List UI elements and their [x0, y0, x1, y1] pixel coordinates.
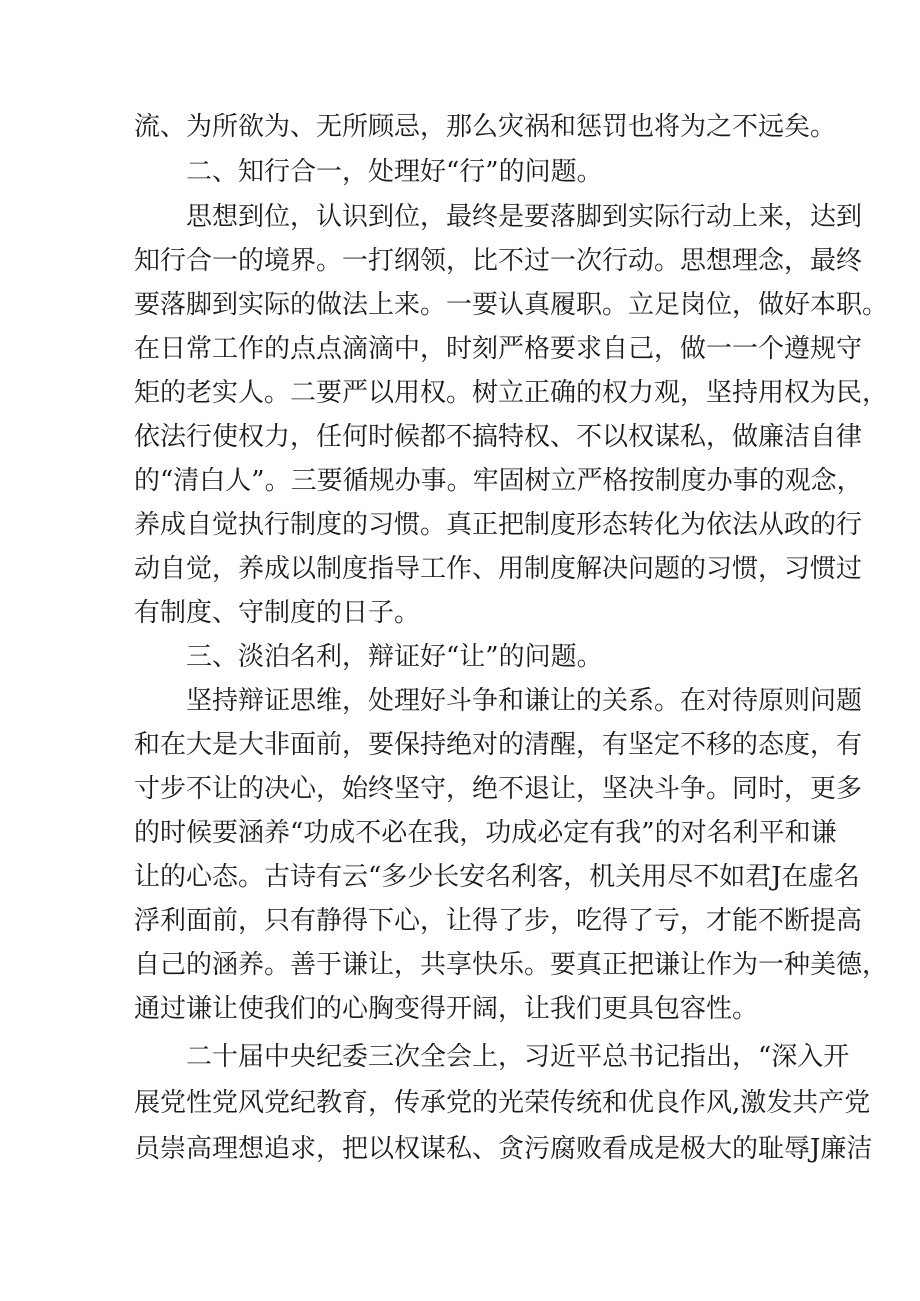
text-line: 知行合一的境界。一打纲领，比不过一次行动。思想理念，最终: [134, 246, 863, 276]
text-line: 有制度、守制度的日子。: [134, 598, 421, 628]
text-line: 坚持辩证思维，处理好斗争和谦让的关系。在对待原则问题: [186, 686, 863, 716]
text-line: 寸步不让的决心，始终坚守，绝不退让，坚决斗争。同时，更多: [134, 774, 863, 804]
text-line: 自己的涵养。善于谦让，共享快乐。要真正把谦让作为一种美德，: [134, 950, 889, 980]
text-line: 动自觉，养成以制度指导工作、用制度解决问题的习惯，习惯过: [134, 554, 863, 584]
text-line: 让的心态。古诗有云“多少长安名利客，机关用尽不如君J在虚名: [134, 862, 860, 892]
text-line: 依法行使权力，任何时候都不搞特权、不以权谋私，做廉洁自律: [134, 422, 863, 452]
text-line: 和在大是大非面前，要保持绝对的清醒，有坚定不移的态度，有: [134, 730, 863, 760]
text-line: 二十届中央纪委三次全会上，习近平总书记指出，“深入开: [186, 1042, 850, 1072]
text-line: 员崇高理想追求，把以权谋私、贪污腐败看成是极大的耻辱J廉洁: [134, 1134, 873, 1164]
text-line: 思想到位，认识到位，最终是要落脚到实际行动上来，达到: [186, 202, 863, 232]
text-line: 养成自觉执行制度的习惯。真正把制度形态转化为依法从政的行: [134, 510, 863, 540]
text-line: 通过谦让使我们的心胸变得开阔，让我们更具包容性。: [134, 994, 759, 1024]
text-line: 在日常工作的点点滴滴中，时刻严格要求自己，做一一个遵规守: [134, 334, 863, 364]
text-line: 矩的老实人。二要严以用权。树立正确的权力观，坚持用权为民，: [134, 378, 889, 408]
section-heading: 二、知行合一，处理好“行”的问题。: [186, 157, 603, 187]
text-line: 的时候要涵养“功成不必在我，功成必定有我”的对名利平和谦: [134, 818, 837, 848]
text-line: 要落脚到实际的做法上来。一要认真履职。立足岗位，做好本职。: [134, 290, 889, 320]
section-heading: 三、淡泊名利，辩证好“让”的问题。: [186, 642, 603, 672]
text-line: 展党性党风党纪教育，传承党的光荣传统和优良作风,激发共产党: [134, 1088, 871, 1118]
text-line: 流、为所欲为、无所顾忌，那么灾祸和惩罚也将为之不远矣。: [134, 112, 837, 142]
text-line: 浮利面前，只有静得下心，让得了步，吃得了亏，才能不断提高: [134, 906, 863, 936]
text-line: 的“清白人”。三要循规办事。牢固树立严格按制度办事的观念，: [134, 466, 863, 496]
